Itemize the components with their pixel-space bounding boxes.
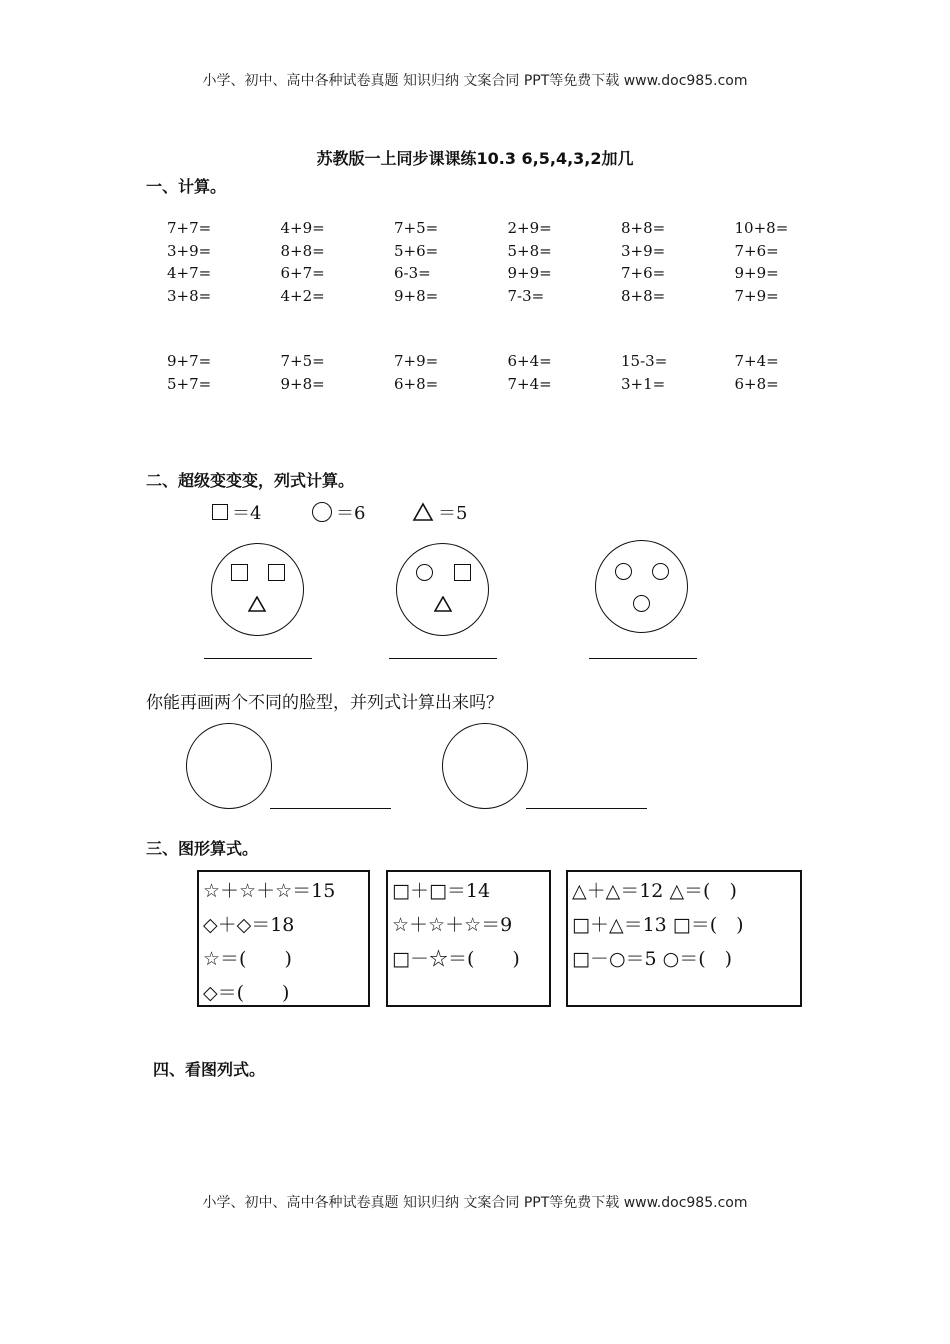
calc-grid-2: [167, 350, 848, 395]
calc-item: 3+1=: [621, 374, 666, 393]
triangle-icon: [248, 596, 266, 613]
equation-line: ◇＋◇＝18: [203, 914, 295, 936]
triangle-icon: [434, 596, 452, 613]
equation-line: ☆＋☆＋☆＝15: [203, 880, 336, 902]
legend-square-value: ＝4: [232, 503, 262, 524]
calc-item: 7+4=: [507, 374, 552, 393]
calc-item: 7+7=: [167, 219, 212, 237]
calc-item: 5+7=: [167, 374, 212, 393]
equation-line: ☆＋☆＋☆＝9: [392, 914, 513, 936]
circle-icon: [312, 502, 332, 522]
calc-item: 4+2=: [280, 286, 325, 305]
worksheet-title: 苏教版一上同步课课练10.3 6,5,4,3,2加几: [316, 149, 634, 168]
equation-line: △＋△＝12 △＝( ): [572, 880, 737, 902]
face-3: [595, 540, 688, 633]
calc-item: 9+9=: [507, 264, 552, 282]
answer-line[interactable]: [526, 808, 647, 809]
calc-item: 15-3=: [621, 352, 668, 370]
equation-line: ☆＝( ): [203, 948, 292, 970]
calc-item: 8+8=: [621, 286, 666, 305]
draw-question: 你能再画两个不同的脸型，并列式计算出来吗？: [146, 693, 503, 713]
calc-item: 6+8=: [394, 374, 439, 393]
page-header: 小学、初中、高中各种试卷真题 知识归纳 文案合同 PPT等免费下载 www.doc985.com: [202, 73, 748, 89]
calc-item: 5+6=: [394, 241, 439, 260]
calc-item: 7-3=: [507, 286, 545, 305]
calc-row: [167, 240, 848, 263]
calc-item: 4+7=: [167, 264, 212, 282]
shape-equation-box-1: [197, 870, 370, 1007]
square-icon: [212, 504, 228, 520]
section4-heading: 四、看图列式。: [153, 1060, 266, 1079]
circle-icon: [416, 564, 433, 581]
circle-icon: [652, 563, 669, 580]
calc-item: 3+9=: [621, 241, 666, 260]
legend-square: [212, 499, 261, 525]
equation-line: □＋□＝14: [392, 880, 491, 902]
calc-row: [167, 350, 848, 373]
calc-item: 6-3=: [394, 264, 431, 282]
calc-row: [167, 262, 848, 285]
legend-triangle-value: ＝5: [438, 503, 468, 524]
blank-face-1[interactable]: [186, 723, 272, 809]
calc-item: 6+7=: [280, 264, 325, 282]
face-2: [396, 543, 489, 636]
square-icon: [268, 564, 285, 581]
calc-item: 5+8=: [507, 241, 552, 260]
calc-row: [167, 373, 848, 396]
calc-item: 4+9=: [280, 219, 325, 237]
calc-item: 9+8=: [280, 374, 325, 393]
calc-row: [167, 285, 848, 308]
legend-circle: [312, 499, 365, 525]
section1-heading: 一、计算。: [146, 177, 227, 196]
equation-line: ◇＝( ): [203, 982, 290, 1004]
calc-item: 7+6=: [734, 241, 779, 260]
square-icon: [231, 564, 248, 581]
circle-icon: [633, 595, 650, 612]
calc-item: 2+9=: [507, 219, 552, 237]
section2-heading: 二、超级变变变，列式计算。: [146, 471, 355, 490]
page-footer: 小学、初中、高中各种试卷真题 知识归纳 文案合同 PPT等免费下载 www.doc985.com: [202, 1195, 748, 1211]
calc-item: 3+8=: [167, 286, 212, 305]
answer-line: [389, 658, 497, 659]
calc-item: 3+9=: [167, 241, 212, 260]
square-icon: [454, 564, 471, 581]
section3-heading: 三、图形算式。: [146, 839, 259, 858]
calc-item: 9+7=: [167, 352, 212, 370]
calc-row: [167, 217, 848, 240]
calc-item: 9+9=: [734, 264, 779, 282]
circle-icon: [615, 563, 632, 580]
blank-face-2[interactable]: [442, 723, 528, 809]
legend-circle-value: ＝6: [336, 503, 366, 524]
calc-item: 7+5=: [280, 352, 325, 370]
calc-item: 7+9=: [394, 352, 439, 370]
equation-line: □－○＝5 ○＝( ): [572, 948, 733, 970]
calc-grid-1: [167, 217, 848, 307]
equation-line: □＋△＝13 □＝( ): [572, 914, 744, 936]
answer-line: [204, 658, 312, 659]
calc-item: 7+5=: [394, 219, 439, 237]
calc-item: 6+4=: [507, 352, 552, 370]
calc-item: 10+8=: [734, 219, 789, 237]
calc-item: 7+4=: [734, 352, 779, 370]
calc-item: 8+8=: [280, 241, 325, 260]
calc-item: 6+8=: [734, 374, 779, 393]
equation-line: □－☆＝( ): [392, 948, 520, 970]
triangle-icon: [412, 502, 434, 522]
calc-item: 7+9=: [734, 286, 779, 305]
shape-equation-box-2: [386, 870, 551, 1007]
face-1: [211, 543, 304, 636]
legend-triangle: [412, 499, 467, 525]
calc-item: 7+6=: [621, 264, 666, 282]
shape-equation-box-3: [566, 870, 802, 1007]
answer-line[interactable]: [270, 808, 391, 809]
calc-item: 8+8=: [621, 219, 666, 237]
calc-item: 9+8=: [394, 286, 439, 305]
answer-line: [589, 658, 697, 659]
